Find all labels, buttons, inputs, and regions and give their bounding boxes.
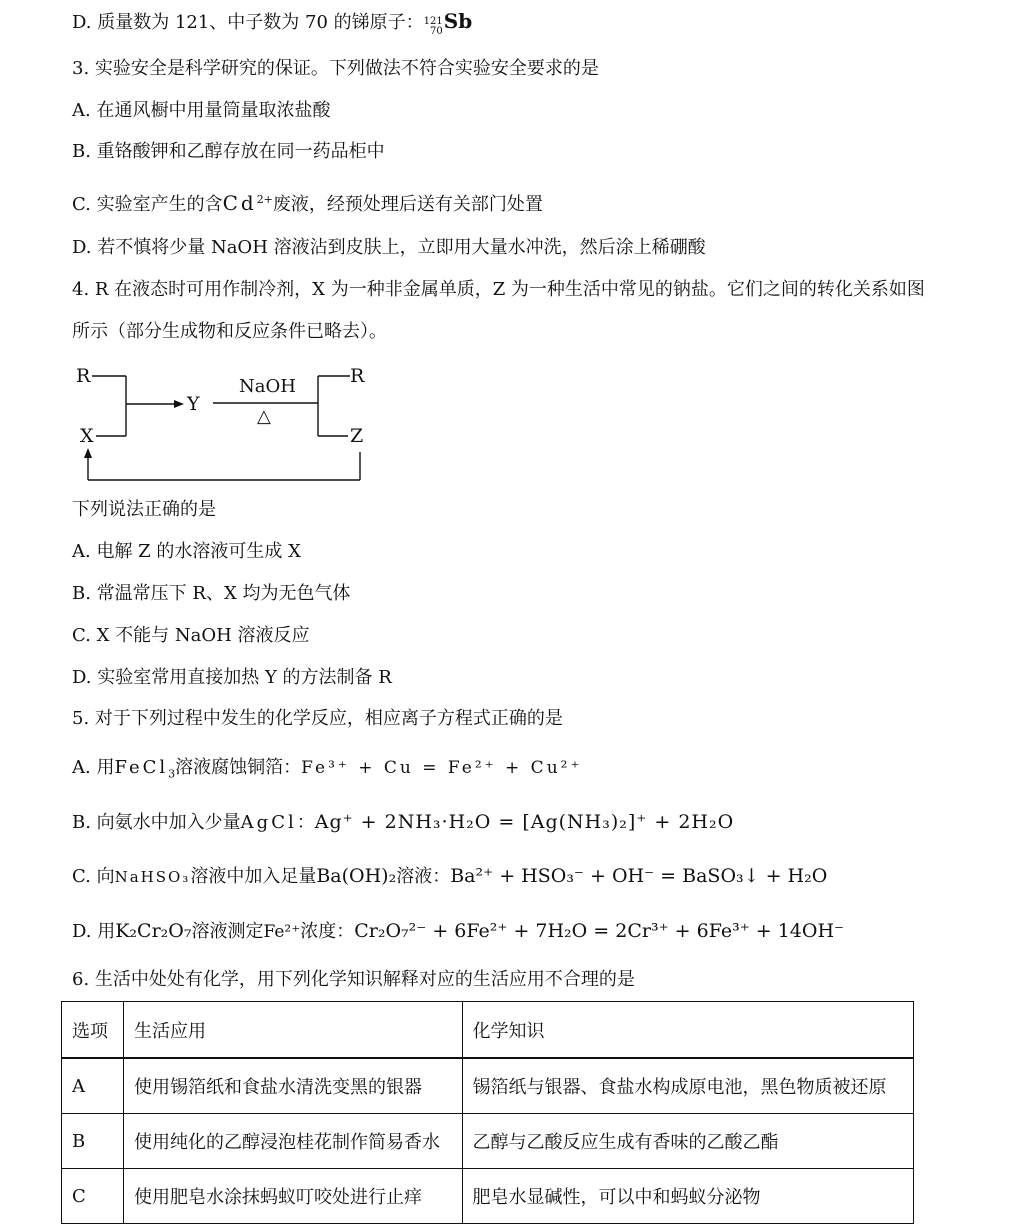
q5-option-b: B. 向氨水中加入少量AgCl：Ag⁺ + 2NH₃·H₂O = [Ag(NH₃)₂]⁺ + 2H₂O <box>72 811 735 833</box>
q3-option-b: B. 重铬酸钾和乙醇存放在同一药品柜中 <box>72 141 385 162</box>
q4-option-b: B. 常温常压下 R、X 均为无色气体 <box>72 583 351 604</box>
equation-d: Cr₂O₇²⁻ + 6Fe²⁺ + 7H₂O = 2Cr³⁺ + 6Fe³⁺ + 14OH⁻ <box>354 920 845 942</box>
header-knowledge: 化学知识 <box>462 1002 913 1059</box>
q5-option-d: D. 用K₂Cr₂O₇溶液测定Fe²⁺浓度：Cr₂O₇²⁻ + 6Fe²⁺ + 7H₂O = 2Cr³⁺ + 6Fe³⁺ + 14OH⁻ <box>72 920 845 942</box>
q4-conversion-diagram <box>70 360 380 485</box>
arrowhead-up <box>84 448 92 458</box>
arrowhead-right <box>174 400 184 408</box>
q3-option-c: C. 实验室产生的含$Cd^{2+}$废液，经预处理后送有关部门处置 <box>72 191 543 215</box>
q6-table <box>61 1001 914 1224</box>
label-r-left: R <box>76 365 91 387</box>
q6-stem: 6. 生活中处处有化学，用下列化学知识解释对应的生活应用不合理的是 <box>72 969 635 990</box>
q3-stem: 3. 实验安全是科学研究的保证。下列做法不符合实验安全要求的是 <box>72 58 599 79</box>
label-condition: △ <box>257 406 271 427</box>
q3-option-a: A. 在通风橱中用量筒量取浓盐酸 <box>72 100 331 121</box>
q4-prompt: 下列说法正确的是 <box>72 499 216 520</box>
label-y: Y <box>187 393 200 415</box>
label-r-right: R <box>350 365 365 387</box>
q4-option-c: C. X 不能与 NaOH 溶液反应 <box>72 625 310 646</box>
q2-option-d: D. 质量数为 121、中子数为 70 的锑原子： 121 70 Sb <box>72 9 473 37</box>
q4-stem-line1: 4. R 在液态时可用作制冷剂，X 为一种非金属单质，Z 为一种生活中常见的钠盐。它们之间的转化关系如图 <box>72 279 925 300</box>
q4-stem-line2: 所示（部分生成物和反应条件已略去）。 <box>72 321 387 342</box>
label-x-left: X <box>80 425 94 447</box>
q5-option-a: A. 用FeCl$_3$溶液腐蚀铜箔：Fe³⁺ + Cu = Fe²⁺ + Cu²⁺ <box>72 757 583 781</box>
q4-option-a: A. 电解 Z 的水溶液可生成 X <box>72 541 301 562</box>
isotope-notation: 121 70 <box>423 16 443 37</box>
q3-option-d: D. 若不慎将少量 NaOH 溶液沾到皮肤上，立即用大量水冲洗，然后涂上稀硼酸 <box>72 237 706 258</box>
label-reagent: NaOH <box>239 376 296 397</box>
table-row: B 使用纯化的乙醇浸泡桂花制作简易香水 乙醇与乙酸反应生成有香味的乙酸乙酯 <box>62 1114 914 1169</box>
q5-stem: 5. 对于下列过程中发生的化学反应，相应离子方程式正确的是 <box>72 708 563 729</box>
header-application: 生活应用 <box>123 1002 462 1059</box>
equation-b: Ag⁺ + 2NH₃·H₂O = [Ag(NH₃)₂]⁺ + 2H₂O <box>314 811 735 833</box>
equation-c: Ba²⁺ + HSO₃⁻ + OH⁻ = BaSO₃↓ + H₂O <box>450 865 828 887</box>
label-z-right: Z <box>350 425 364 447</box>
header-option: 选项 <box>62 1002 124 1059</box>
q5-option-c: C. 向NaHSO₃溶液中加入足量Ba(OH)₂溶液：Ba²⁺ + HSO₃⁻ + OH⁻ = BaSO₃↓ + H₂O <box>72 865 828 887</box>
table-header-row <box>62 1002 914 1059</box>
table-row: C 使用肥皂水涂抹蚂蚁叮咬处进行止痒 肥皂水显碱性，可以中和蚂蚁分泌物 <box>62 1169 914 1224</box>
equation-a: Fe³⁺ + Cu = Fe²⁺ + Cu²⁺ <box>301 758 583 778</box>
q4-option-d: D. 实验室常用直接加热 Y 的方法制备 R <box>72 667 392 688</box>
table-row: A 使用锡箔纸和食盐水清洗变黑的银器 锡箔纸与银器、食盐水构成原电池，黑色物质被还原 <box>62 1058 914 1114</box>
